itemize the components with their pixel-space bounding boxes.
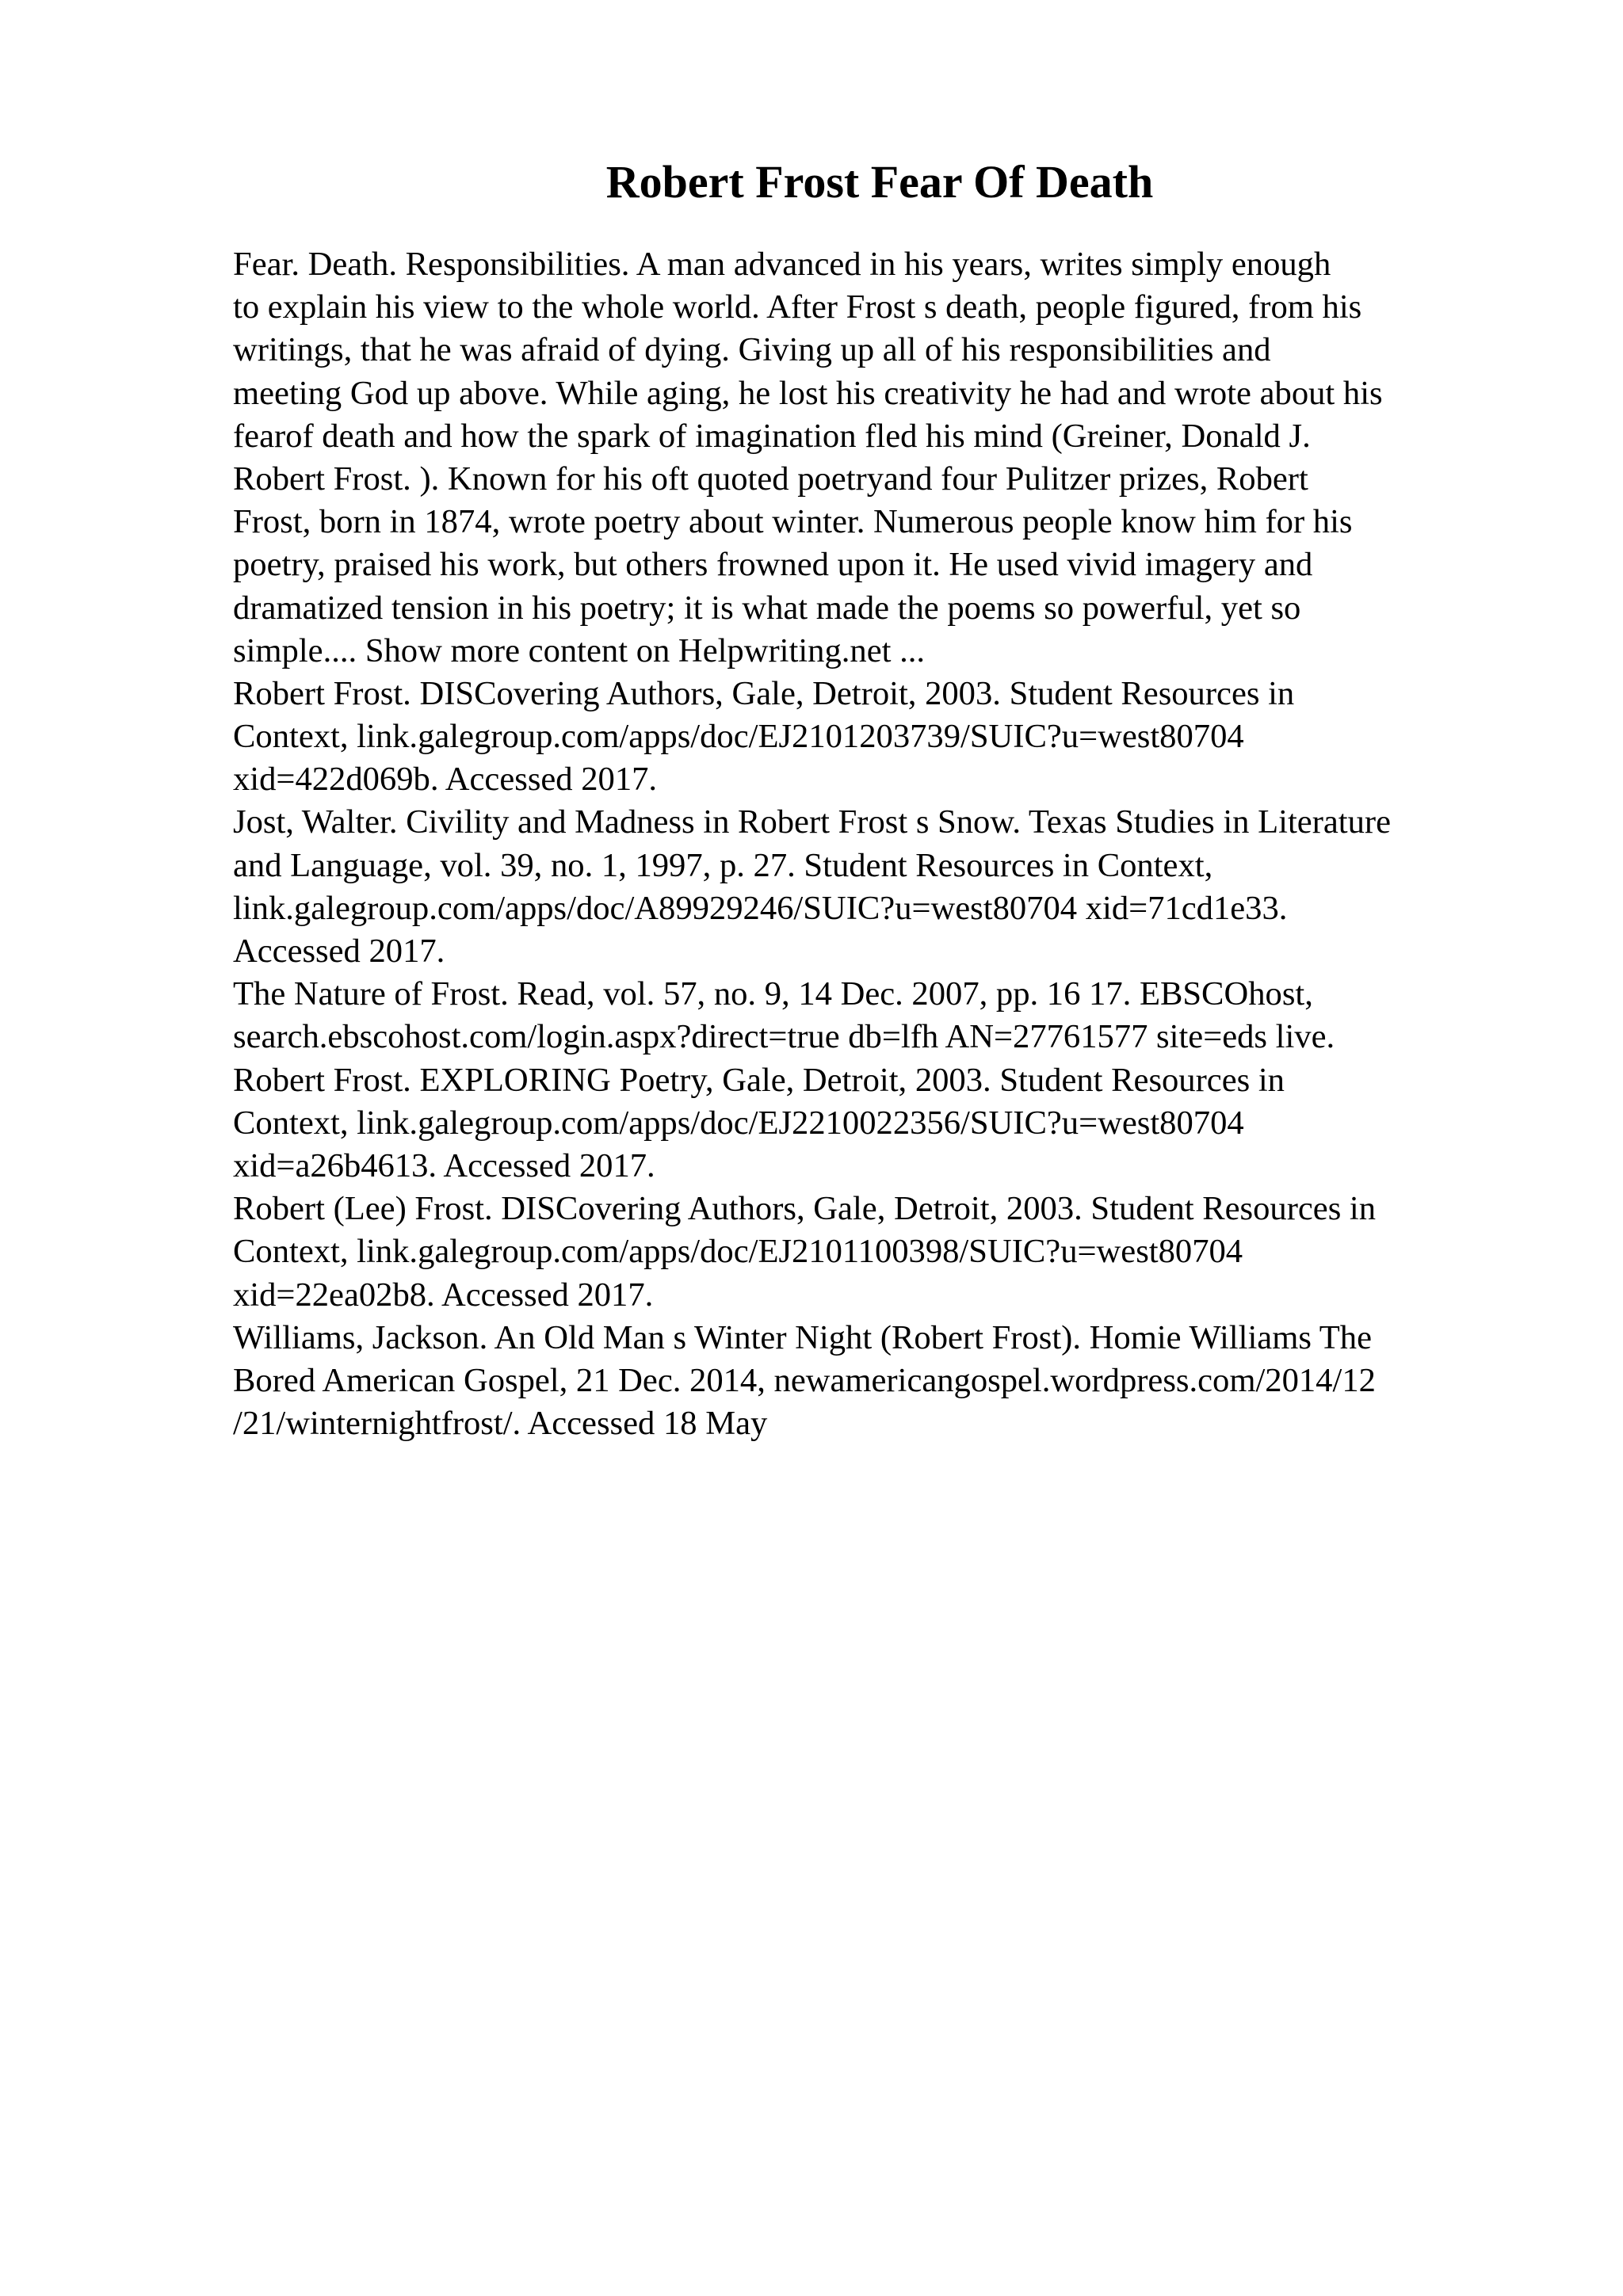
citation-line: Context, link.galegroup.com/apps/doc/EJ2210022356/SUIC?u=west80704: [233, 1104, 1244, 1142]
body-line: simple.... Show more content on Helpwriting.net ...: [233, 631, 926, 669]
citation-line: The Nature of Frost. Read, vol. 57, no. 9, 14 Dec. 2007, pp. 16 17. EBSCOhost,: [233, 975, 1313, 1013]
document-body: [233, 243, 1391, 1445]
document-title: Robert Frost Fear Of Death: [605, 156, 1154, 208]
citation-line: Jost, Walter. Civility and Madness in Robert Frost s Snow. Texas Studies in Literature: [233, 803, 1391, 841]
citation-line: xid=22ea02b8. Accessed 2017.: [233, 1276, 654, 1314]
citation-line: Accessed 2017.: [233, 933, 445, 970]
body-line: Frost, born in 1874, wrote poetry about winter. Numerous people know him for his: [233, 503, 1353, 541]
citation-line: xid=a26b4613. Accessed 2017.: [233, 1146, 655, 1184]
body-line: writings, that he was afraid of dying. Giving up all of his responsibilities and: [233, 331, 1271, 369]
citation-line: Robert Frost. EXPLORING Poetry, Gale, Detroit, 2003. Student Resources in: [233, 1061, 1285, 1099]
citation-line: search.ebscohost.com/login.aspx?direct=true db=lfh AN=27761577 site=eds live.: [233, 1018, 1335, 1056]
citation-line: Robert Frost. DISCovering Authors, Gale, Detroit, 2003. Student Resources in: [233, 674, 1295, 712]
body-line: fearof death and how the spark of imagination fled his mind (Greiner, Donald J.: [233, 417, 1311, 455]
citation-line: /21/winternightfrost/. Accessed 18 May: [233, 1405, 768, 1443]
citation-line: Bored American Gospel, 21 Dec. 2014, newamericangospel.wordpress.com/2014/12: [233, 1361, 1376, 1399]
citation-line: and Language, vol. 39, no. 1, 1997, p. 27. Student Resources in Context,: [233, 846, 1213, 884]
citation-line: Robert (Lee) Frost. DISCovering Authors, Gale, Detroit, 2003. Student Resources in: [233, 1190, 1377, 1228]
body-line: meeting God up above. While aging, he lost his creativity he had and wrote about his: [233, 374, 1383, 412]
citation-line: link.galegroup.com/apps/doc/A89929246/SUIC?u=west80704 xid=71cd1e33.: [233, 889, 1288, 927]
body-line: Robert Frost. ). Known for his oft quoted poetryand four Pulitzer prizes, Robert: [233, 460, 1308, 498]
citation-line: Context, link.galegroup.com/apps/doc/EJ2101203739/SUIC?u=west80704: [233, 718, 1244, 756]
body-line: poetry, praised his work, but others frowned upon it. He used vivid imagery and: [233, 546, 1313, 584]
citation-line: xid=422d069b. Accessed 2017.: [233, 761, 658, 799]
citation-line: Williams, Jackson. An Old Man s Winter Night (Robert Frost). Homie Williams The: [233, 1318, 1372, 1356]
body-line: dramatized tension in his poetry; it is what made the poems so powerful, yet so: [233, 589, 1301, 627]
citation-line: Context, link.galegroup.com/apps/doc/EJ2101100398/SUIC?u=west80704: [233, 1233, 1243, 1271]
body-line: to explain his view to the whole world. After Frost s death, people figured, from his: [233, 288, 1362, 326]
body-line: Fear. Death. Responsibilities. A man advanced in his years, writes simply enough: [233, 246, 1331, 283]
